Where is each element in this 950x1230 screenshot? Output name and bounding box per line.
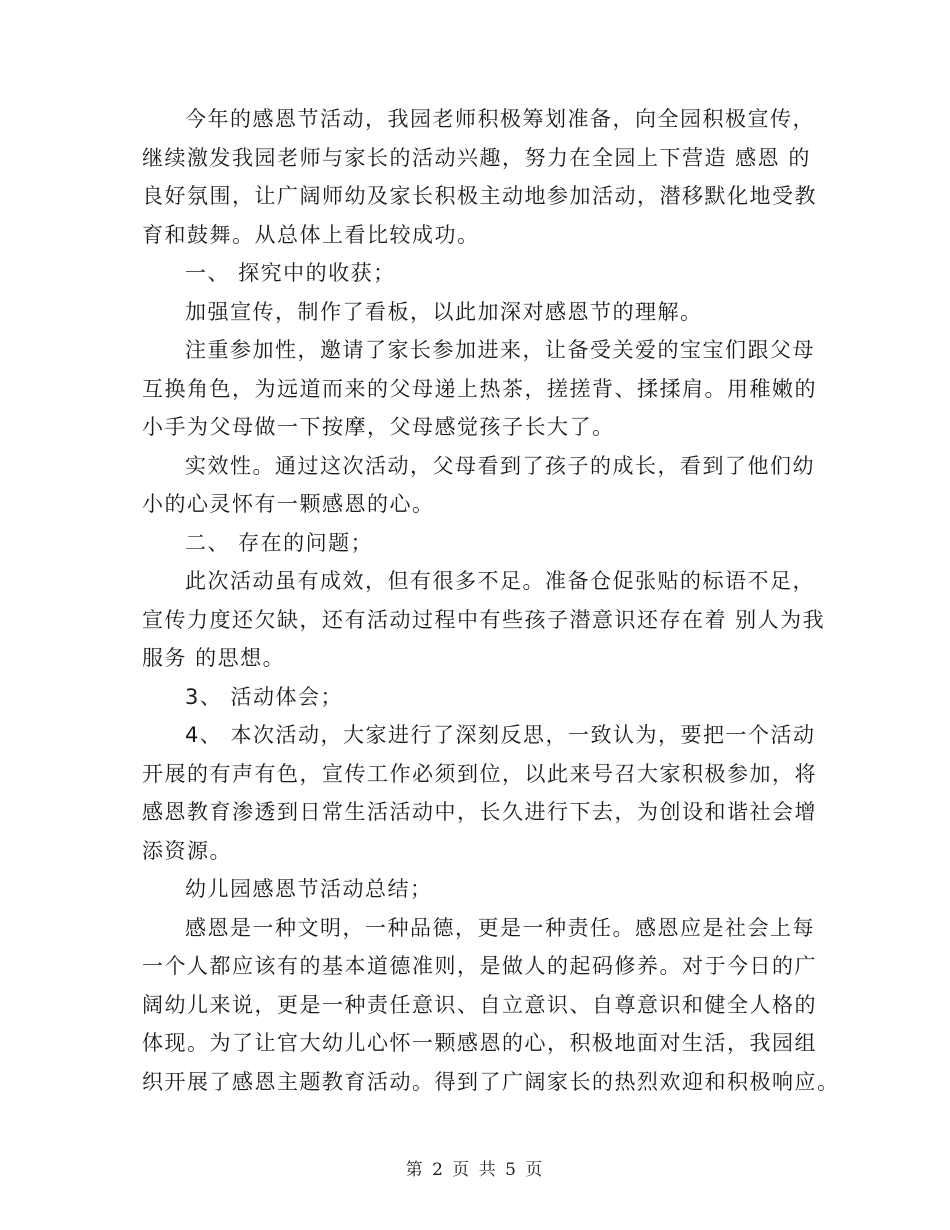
text-line: 互换角色，为远道而来的父母递上热茶，搓搓背、揉揉肩。用稚嫩的 — [142, 376, 817, 401]
page-footer: 第 2 页 共 5 页 — [405, 1160, 545, 1180]
paragraph — [142, 337, 817, 440]
paragraph — [142, 684, 814, 710]
paragraph — [142, 876, 814, 902]
text-line: 一、 探究中的收获； — [185, 261, 396, 285]
paragraph — [142, 260, 814, 286]
text-line: 注重参加性，邀请了家长参加进来，让备受关爱的宝宝们跟父母 — [185, 338, 815, 362]
text-line: 育和鼓舞。从总体上看比较成功。 — [142, 222, 480, 247]
text-line: 感恩教育渗透到日常生活活动中，长久进行下去，为创设和谐社会增 — [142, 800, 817, 824]
paragraph — [142, 915, 840, 1095]
text-line: 一个人都应该有的基本道德准则，是做人的起码修养。对于今日的广 — [142, 954, 817, 978]
text-line: 二、 存在的问题； — [185, 530, 374, 555]
text-line: 感恩是一种文明，一种品德，更是一种责任。感恩应是社会上每 — [185, 915, 815, 940]
text-line: 实效性。通过这次活动，父母看到了孩子的成长，看到了他们幼 — [185, 453, 815, 478]
paragraph — [142, 453, 814, 518]
text-line: 开展的有声有色，宣传工作必须到位，以此来号召大家积极参加，将 — [142, 761, 817, 786]
text-line: 宣传力度还欠缺，还有活动过程中有些孩子潜意识还存在着 别人为我 — [142, 607, 826, 632]
text-line: 4、 本次活动，大家进行了深刻反思，一致认为，要把一个活动 — [185, 723, 816, 747]
text-line: 此次活动虽有成效，但有很多不足。准备仓促张贴的标语不足， — [185, 569, 815, 593]
text-line: 阔幼儿来说，更是一种责任意识、自立意识、自尊意识和健全人格的 — [142, 992, 817, 1017]
text-line: 小手为父母做一下按摩，父母感觉孩子长大了。 — [142, 415, 615, 439]
text-line: 今年的感恩节活动，我园老师积极筹划准备，向全园积极宣传， — [185, 107, 815, 131]
text-line: 添资源。 — [142, 838, 232, 863]
paragraph — [142, 106, 817, 248]
text-line: 良好氛围，让广阔师幼及家长积极主动地参加活动，潜移默化地受教 — [142, 184, 817, 208]
paragraph — [142, 568, 826, 671]
text-line: 3、 活动体会； — [185, 684, 344, 709]
paragraph — [142, 299, 814, 325]
document-body — [142, 106, 840, 1107]
text-line: 继续激发我园老师与家长的活动兴趣，努力在全园上下营造 感恩 的 — [142, 145, 811, 170]
text-line: 加强宣传，制作了看板，以此加深对感恩节的理解。 — [185, 299, 703, 324]
paragraph — [142, 722, 817, 864]
text-line: 幼儿园感恩节活动总结； — [185, 877, 433, 901]
text-line: 服务 的思想。 — [142, 646, 286, 670]
paragraph — [142, 530, 814, 556]
text-line: 体现。为了让官大幼儿心怀一颗感恩的心，积极地面对生活，我园组 — [142, 1031, 817, 1055]
text-line: 小的心灵怀有一颗感恩的心。 — [142, 492, 435, 516]
text-line: 织开展了感恩主题教育活动。得到了广阔家长的热烈欢迎和积极响应。 — [142, 1069, 840, 1094]
